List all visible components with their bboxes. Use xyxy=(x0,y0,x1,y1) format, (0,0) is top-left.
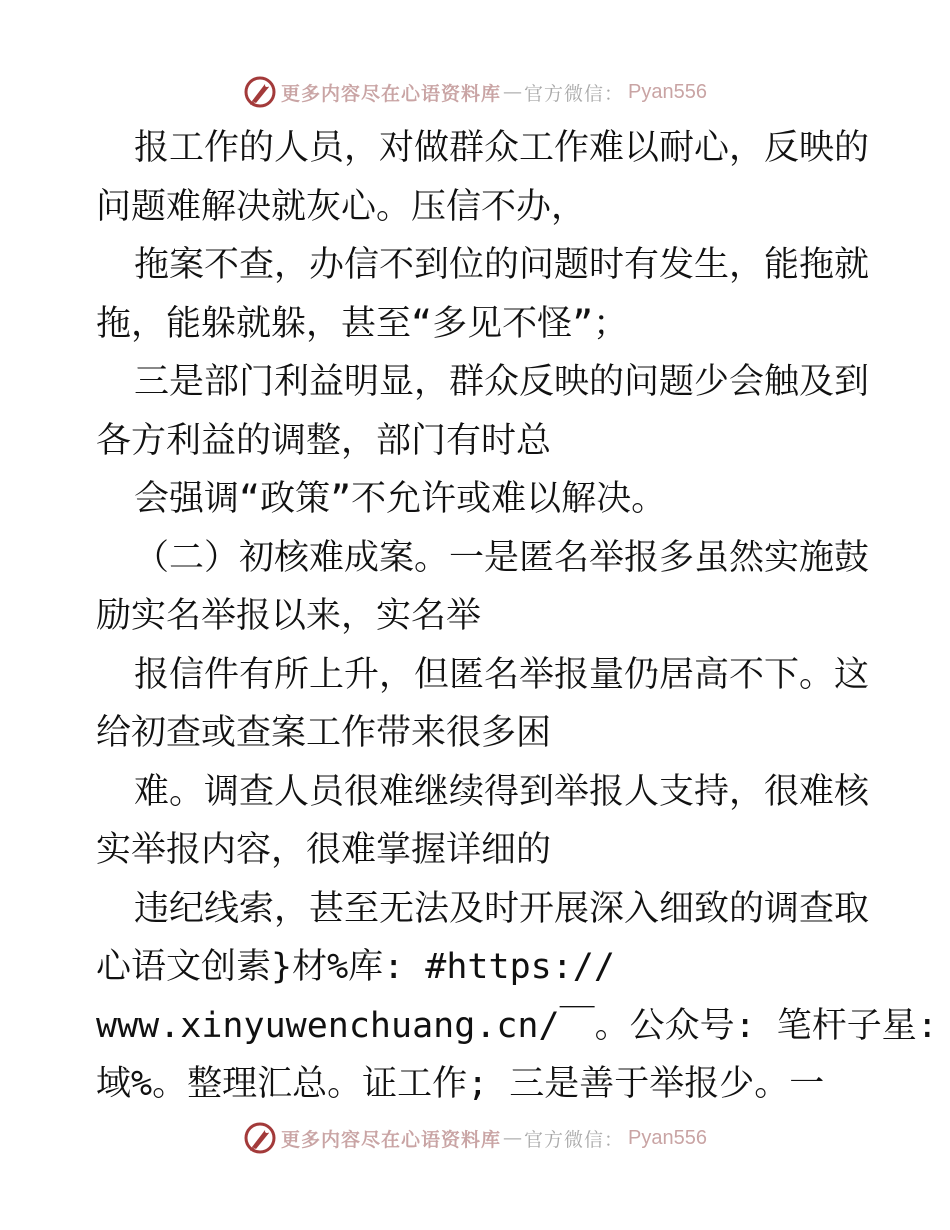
header-banner-text: 更多内容尽在心语资料库 xyxy=(281,82,502,105)
text-line: 域%。整理汇总。证工作; 三是善于举报少。一 xyxy=(96,1064,825,1104)
text-line: 拖案不查，办信不到位的问题时有发生，能拖就 xyxy=(134,245,870,285)
text-line: （二）初核难成案。一是匿名举报多虽然实施鼓 xyxy=(134,537,870,578)
footer-banner-account: Pyan556 xyxy=(628,1126,707,1149)
footer-banner-text: 更多内容尽在心语资料库 xyxy=(281,1128,502,1151)
text-line: 问题难解决就灰心。压信不办， xyxy=(96,186,587,227)
footer-banner xyxy=(0,1116,950,1160)
footer-banner-separator: — xyxy=(503,1127,523,1149)
text-line: 拖，能躲就躲，甚至“多见不怪”； xyxy=(96,303,629,344)
text-line: 会强调“政策”不允许或难以解决。 xyxy=(134,479,667,519)
header-banner-separator: — xyxy=(503,81,523,103)
text-line: 心语文创素}材%库: #https:// xyxy=(96,947,615,987)
text-line: 三是部门利益明显，群众反映的问题少会触及到 xyxy=(134,362,870,402)
text-line: 违纪线索，甚至无法及时开展深入细致的调查取 xyxy=(134,888,870,929)
text-line: 难。调查人员很难继续得到举报人支持，很难核 xyxy=(134,771,870,812)
pen-logo-icon xyxy=(243,1121,277,1155)
text-line: 励实名举报以来，实名举 xyxy=(96,596,482,636)
text-line: www.xinyuwenchuang.cn/￣。公众号: 笔杆子星: xyxy=(96,1005,938,1046)
text-line: 各方利益的调整，部门有时总 xyxy=(96,420,552,461)
text-line: 实举报内容，很难掌握详细的 xyxy=(96,830,552,870)
footer-banner-label: 官方微信： xyxy=(524,1128,625,1151)
header-banner-label: 官方微信： xyxy=(524,82,625,105)
pen-logo-icon xyxy=(243,75,277,109)
header-banner-account: Pyan556 xyxy=(628,80,707,103)
body-text xyxy=(96,119,938,1114)
text-line: 报信件有所上升，但匿名举报量仍居高不下。这 xyxy=(134,654,870,695)
text-line: 报工作的人员，对做群众工作难以耐心，反映的 xyxy=(134,128,870,168)
text-line: 给初查或查案工作带来很多困 xyxy=(96,713,552,753)
header-banner xyxy=(0,70,950,114)
